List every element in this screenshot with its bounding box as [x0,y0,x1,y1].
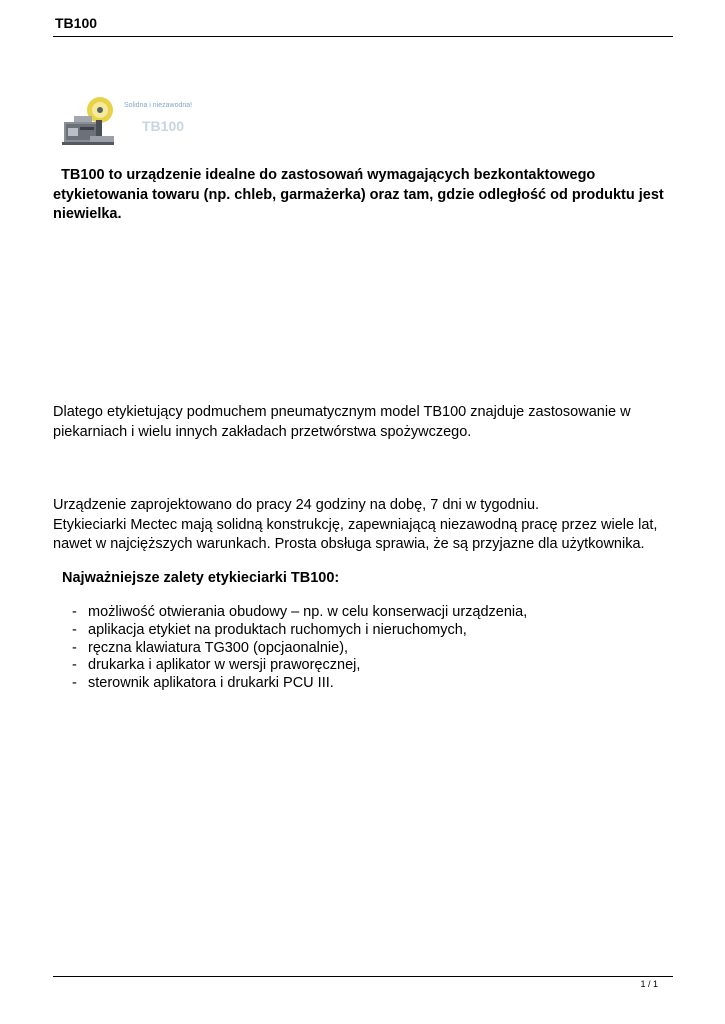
advantages-heading: Najważniejsze zalety etykieciarki TB100: [62,570,340,586]
list-marker: - [72,604,77,620]
list-item-text: ręczna klawiatura TG300 (opcjaonalnie), [88,639,349,656]
list-item-text: możliwość otwierania obudowy – np. w celu konserwacji urządzenia, [88,604,528,620]
list-item-text: drukarka i aplikator w wersji praworęcznej, [88,657,361,674]
list-marker: - [72,639,77,656]
list-item-text: aplikacja etykiet na produktach ruchomych i nieruchomych, [88,621,467,638]
paragraph-application: Dlatego etykietujący podmuchem pneumatycznym model TB100 znajduje zastosowanie w piekarniach i wielu innych zakładach przetwórstwa spożywczego. [53,404,631,440]
list-marker: - [72,675,77,692]
page-footer [53,976,673,997]
list-item [70,604,527,622]
labeling-machine-image [60,92,118,150]
list-item-text: sterownik aplikatora i drukarki PCU III. [88,675,334,692]
paragraph-design [53,496,675,555]
list-item [70,640,527,658]
list-marker: - [72,657,77,674]
banner-product-name: TB100 [142,118,185,134]
page-number: 1 / 1 [640,979,658,989]
paragraph-design-line2: Etykieciarki Mectec mają solidną konstrukcję, zapewniającą niezawodną pracę przez wiele lat, nawet w najcięższych warunkach. Prosta obsługa sprawia, że są przyjazne dla użytkownika. [53,516,658,552]
banner-tagline: Solidna i niezawodna! [124,102,193,109]
page-header [53,14,673,37]
intro-text: TB100 to urządzenie idealne do zastosowań wymagających bezkontaktowego etykietowania towaru (np. chleb, garmażerka) oraz tam, gdzie odległość od produktu jest niewielka. [53,167,664,222]
list-item [70,675,527,693]
advantages-list [70,604,527,693]
intro-paragraph [53,166,675,225]
header-title: TB100 [55,15,98,31]
list-item [70,622,527,640]
list-marker: - [72,621,77,638]
paragraph-design-line1: Urządzenie zaprojektowano do pracy 24 godziny na dobę, 7 dni w tygodniu. [53,497,540,513]
list-item [70,657,527,675]
product-banner [60,92,220,150]
